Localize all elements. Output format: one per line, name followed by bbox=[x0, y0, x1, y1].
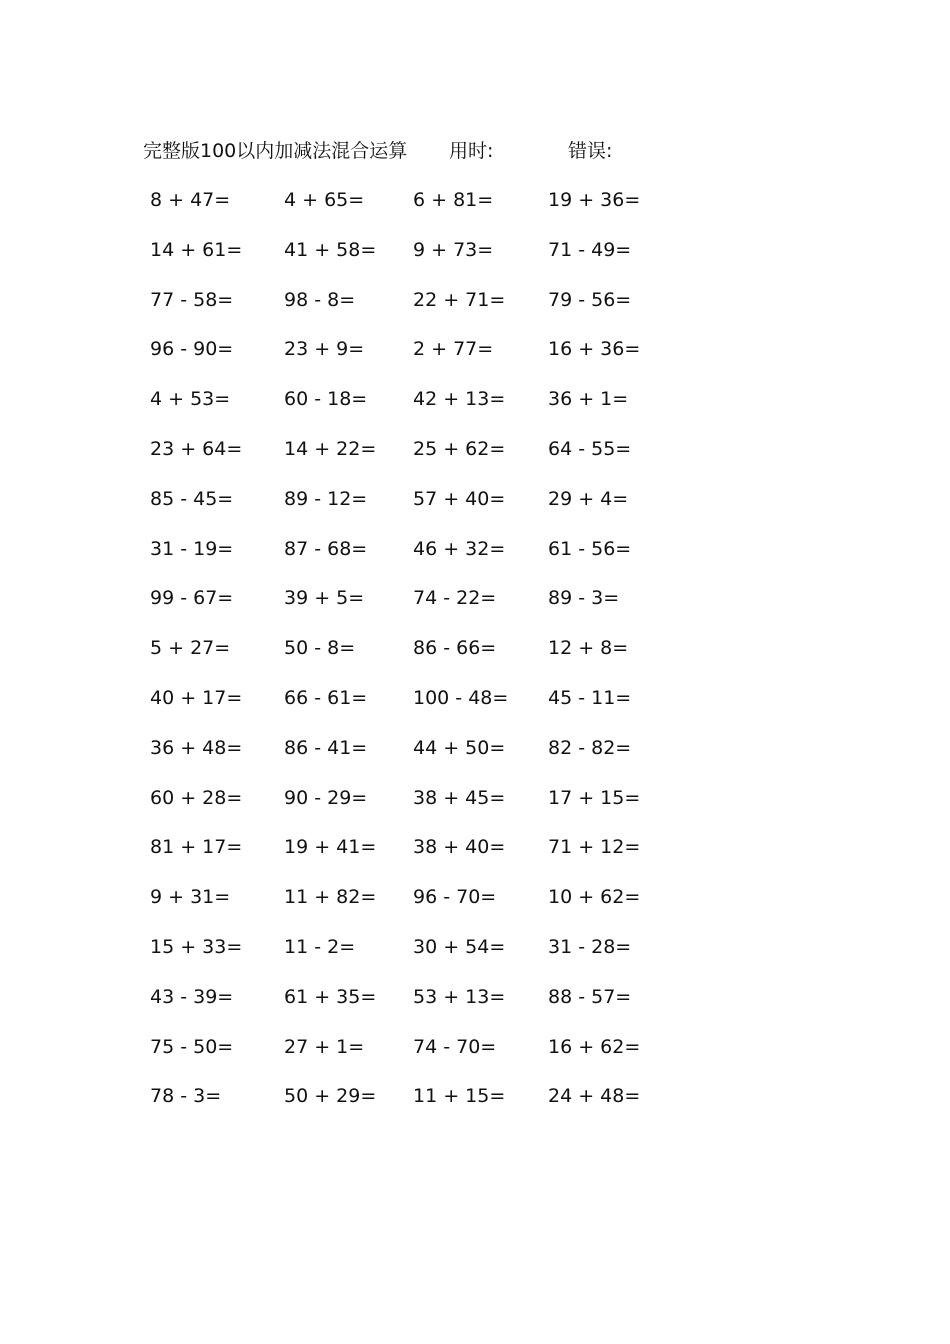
problem-item: 19 + 36= bbox=[548, 189, 641, 211]
problem-item: 46 + 32= bbox=[413, 537, 506, 560]
problem-item: 50 - 8= bbox=[284, 637, 356, 660]
problem-item: 98 - 8= bbox=[284, 288, 356, 311]
problem-row bbox=[0, 534, 950, 584]
problem-row bbox=[0, 434, 950, 484]
problem-item: 36 + 48= bbox=[150, 736, 243, 759]
problem-item: 90 - 29= bbox=[284, 786, 368, 809]
problem-item: 53 + 13= bbox=[413, 985, 506, 1008]
problem-item: 4 + 65= bbox=[284, 189, 365, 211]
problem-item: 12 + 8= bbox=[548, 637, 629, 660]
problem-row bbox=[0, 1081, 950, 1131]
problem-row bbox=[0, 832, 950, 882]
problem-item: 30 + 54= bbox=[413, 935, 506, 958]
problem-item: 16 + 62= bbox=[548, 1035, 641, 1058]
problem-item: 9 + 31= bbox=[150, 886, 231, 909]
problem-item: 45 - 11= bbox=[548, 686, 632, 709]
problem-item: 64 - 55= bbox=[548, 437, 632, 460]
problem-row bbox=[0, 882, 950, 932]
problem-row bbox=[0, 982, 950, 1032]
problem-item: 31 - 28= bbox=[548, 935, 632, 958]
problem-item: 100 - 48= bbox=[413, 686, 509, 709]
problem-item: 39 + 5= bbox=[284, 587, 365, 610]
problem-item: 40 + 17= bbox=[150, 686, 243, 709]
worksheet-header bbox=[143, 136, 663, 166]
problem-grid bbox=[0, 185, 950, 1131]
problem-row bbox=[0, 1032, 950, 1082]
problem-item: 19 + 41= bbox=[284, 836, 377, 859]
problem-row bbox=[0, 334, 950, 384]
problem-item: 86 - 41= bbox=[284, 736, 368, 759]
problem-item: 38 + 40= bbox=[413, 836, 506, 859]
problem-item: 44 + 50= bbox=[413, 736, 506, 759]
problem-item: 75 - 50= bbox=[150, 1035, 234, 1058]
problem-item: 24 + 48= bbox=[548, 1085, 641, 1108]
problem-row bbox=[0, 633, 950, 683]
problem-item: 66 - 61= bbox=[284, 686, 368, 709]
problem-item: 6 + 81= bbox=[413, 189, 494, 211]
problem-item: 15 + 33= bbox=[150, 935, 243, 958]
problem-item: 57 + 40= bbox=[413, 487, 506, 510]
problem-item: 10 + 62= bbox=[548, 886, 641, 909]
problem-item: 60 - 18= bbox=[284, 388, 368, 411]
problem-item: 8 + 47= bbox=[150, 189, 231, 211]
problem-item: 41 + 58= bbox=[284, 238, 377, 261]
problem-row bbox=[0, 384, 950, 434]
problem-item: 60 + 28= bbox=[150, 786, 243, 809]
problem-item: 25 + 62= bbox=[413, 437, 506, 460]
problem-item: 88 - 57= bbox=[548, 985, 632, 1008]
problem-item: 17 + 15= bbox=[548, 786, 641, 809]
problem-item: 27 + 1= bbox=[284, 1035, 365, 1058]
problem-row bbox=[0, 583, 950, 633]
problem-item: 71 - 49= bbox=[548, 238, 632, 261]
problem-item: 23 + 64= bbox=[150, 437, 243, 460]
problem-item: 11 - 2= bbox=[284, 935, 356, 958]
problem-item: 43 - 39= bbox=[150, 985, 234, 1008]
problem-item: 14 + 61= bbox=[150, 238, 243, 261]
problem-item: 16 + 36= bbox=[548, 338, 641, 361]
problem-row bbox=[0, 783, 950, 833]
problem-item: 96 - 90= bbox=[150, 338, 234, 361]
problem-item: 96 - 70= bbox=[413, 886, 497, 909]
problem-item: 9 + 73= bbox=[413, 238, 494, 261]
problem-item: 82 - 82= bbox=[548, 736, 632, 759]
problem-item: 85 - 45= bbox=[150, 487, 234, 510]
problem-item: 74 - 70= bbox=[413, 1035, 497, 1058]
problem-row bbox=[0, 185, 950, 235]
problem-item: 99 - 67= bbox=[150, 587, 234, 610]
problem-row bbox=[0, 733, 950, 783]
problem-item: 11 + 15= bbox=[413, 1085, 506, 1108]
problem-item: 36 + 1= bbox=[548, 388, 629, 411]
problem-item: 71 + 12= bbox=[548, 836, 641, 859]
problem-item: 42 + 13= bbox=[413, 388, 506, 411]
problem-item: 23 + 9= bbox=[284, 338, 365, 361]
problem-item: 22 + 71= bbox=[413, 288, 506, 311]
problem-item: 78 - 3= bbox=[150, 1085, 222, 1108]
problem-item: 77 - 58= bbox=[150, 288, 234, 311]
problem-row bbox=[0, 235, 950, 285]
problem-item: 38 + 45= bbox=[413, 786, 506, 809]
error-label: 错误: bbox=[568, 140, 613, 162]
problem-item: 79 - 56= bbox=[548, 288, 632, 311]
problem-item: 74 - 22= bbox=[413, 587, 497, 610]
problem-item: 31 - 19= bbox=[150, 537, 234, 560]
problem-item: 29 + 4= bbox=[548, 487, 629, 510]
problem-item: 81 + 17= bbox=[150, 836, 243, 859]
problem-row bbox=[0, 285, 950, 335]
worksheet-title: 完整版100以内加减法混合运算 bbox=[143, 140, 408, 162]
problem-item: 89 - 12= bbox=[284, 487, 368, 510]
problem-item: 61 - 56= bbox=[548, 537, 632, 560]
problem-row bbox=[0, 683, 950, 733]
problem-item: 11 + 82= bbox=[284, 886, 377, 909]
problem-item: 50 + 29= bbox=[284, 1085, 377, 1108]
problem-item: 89 - 3= bbox=[548, 587, 620, 610]
problem-item: 87 - 68= bbox=[284, 537, 368, 560]
problem-item: 86 - 66= bbox=[413, 637, 497, 660]
problem-item: 5 + 27= bbox=[150, 637, 231, 660]
problem-item: 2 + 77= bbox=[413, 338, 494, 361]
problem-row bbox=[0, 484, 950, 534]
problem-item: 4 + 53= bbox=[150, 388, 231, 411]
problem-item: 61 + 35= bbox=[284, 985, 377, 1008]
time-label: 用时: bbox=[449, 140, 494, 162]
problem-row bbox=[0, 932, 950, 982]
problem-item: 14 + 22= bbox=[284, 437, 377, 460]
